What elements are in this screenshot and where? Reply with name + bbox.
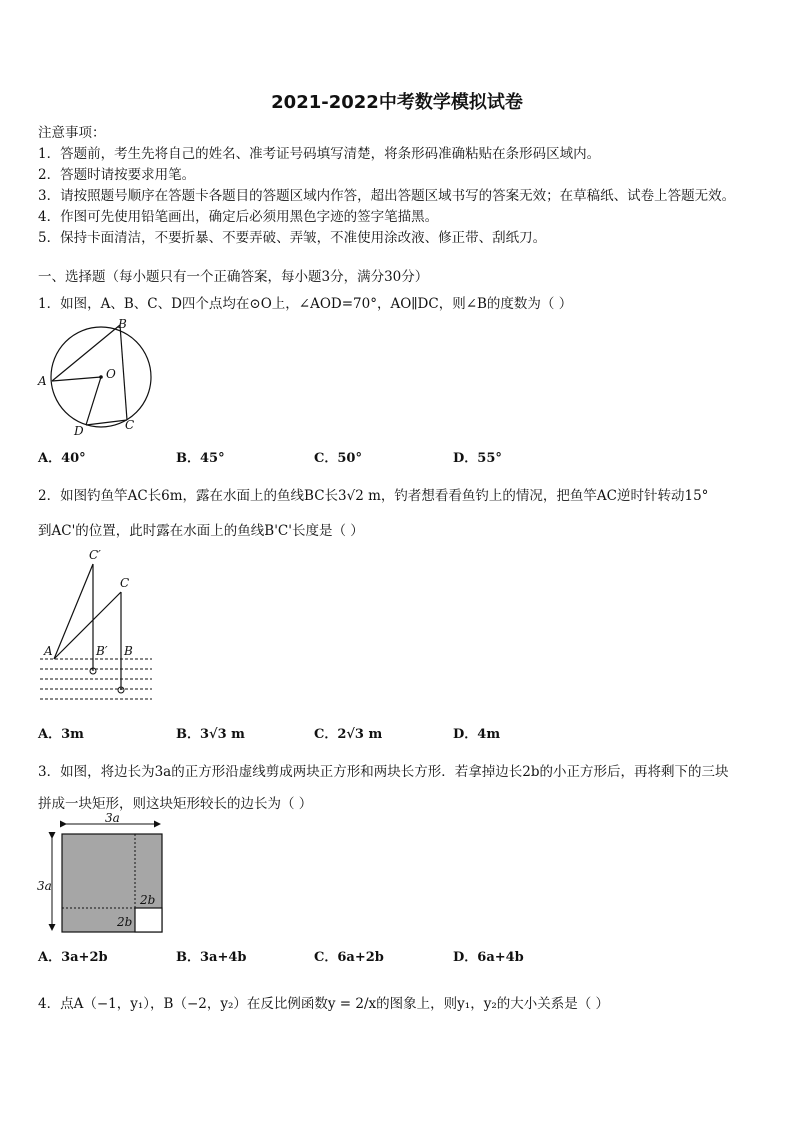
notice-item-2: 2．答题时请按要求用笔。: [38, 167, 196, 183]
q2-label-a: A: [44, 644, 53, 658]
q2-label-c: C: [120, 576, 130, 590]
q2-label-b-prime: B′: [96, 644, 108, 658]
q3-text-line1: 3．如图，将边长为3a的正方形沿虚线剪成两块正方形和两块长方形．若拿掉边长2b的小正方形后，再将剩下的三块: [38, 764, 729, 780]
q4-text: 4．点A（−1，y₁），B（−2，y₂）在反比例函数y = 2/x的图象上，则y₁，y₂的大小关系是（ ）: [38, 996, 610, 1012]
q2-option-c: C．2√3 m: [314, 727, 383, 742]
q3-text-line2: 拼成一块矩形，则这块矩形较长的边长为（ ）: [38, 796, 313, 812]
notice-item-1: 1．答题前，考生先将自己的姓名、准考证号码填写清楚，将条形码准确粘贴在条形码区域内。: [38, 146, 601, 162]
q1-label-b: B: [118, 317, 127, 331]
notice-item-5: 5．保持卡面清洁，不要折暴、不要弄破、弄皱，不准使用涂改液、修正带、刮纸刀。: [38, 230, 547, 246]
q3-option-b: B．3a+4b: [176, 950, 247, 965]
q3-square-figure: [32, 810, 172, 938]
notice-item-4: 4．作图可先使用铅笔画出，确定后必须用黑色字迹的签字笔描黑。: [38, 209, 439, 225]
q1-label-a: A: [38, 374, 47, 388]
notice-item-3: 3．请按照题号顺序在答题卡各题目的答题区域内作答，超出答题区域书写的答案无效；在草稿纸、试卷上答题无效。: [38, 188, 736, 204]
notice-heading: 注意事项：: [38, 125, 106, 141]
q1-option-b: B．45°: [176, 451, 225, 466]
q2-option-a: A．3m: [38, 727, 84, 742]
q3-label-inner-2: 2b: [117, 915, 133, 929]
page-title: 2021-2022中考数学模拟试卷: [271, 92, 523, 113]
q1-label-c: C: [125, 418, 135, 432]
q2-label-c-prime: C′: [89, 548, 101, 562]
q3-option-d: D．6a+4b: [453, 950, 524, 965]
q2-option-d: D．4m: [453, 727, 501, 742]
q3-option-c: C．6a+2b: [314, 950, 384, 965]
q1-option-c: C．50°: [314, 451, 362, 466]
q1-option-a: A．40°: [38, 451, 86, 466]
section-heading: 一、选择题（每小题只有一个正确答案，每小题3分，满分30分）: [38, 269, 429, 285]
q1-label-o: O: [106, 367, 116, 381]
q1-circle-figure: [34, 312, 164, 440]
q2-option-b: B．3√3 m: [176, 727, 245, 742]
q3-label-left: 3a: [37, 879, 52, 893]
q2-text-line2: 到AC'的位置，此时露在水面上的鱼线B'C'长度是（ ）: [38, 523, 364, 539]
q2-label-b: B: [124, 644, 133, 658]
q1-label-d: D: [74, 424, 84, 438]
q1-option-d: D．55°: [453, 451, 502, 466]
q3-label-inner-1: 2b: [140, 893, 156, 907]
q1-text: 1．如图，A、B、C、D四个点均在⊙O上，∠AOD=70°，AO∥DC，则∠B的度数为（ ）: [38, 296, 573, 312]
q3-option-a: A．3a+2b: [38, 950, 108, 965]
q2-text-line1: 2．如图钓鱼竿AC长6m，露在水面上的鱼线BC长3√2 m，钓者想看看鱼钓上的情况，把鱼竿AC逆时针转动15°: [38, 488, 709, 504]
q3-label-top: 3a: [105, 811, 120, 825]
q2-fishing-figure: [32, 545, 160, 705]
